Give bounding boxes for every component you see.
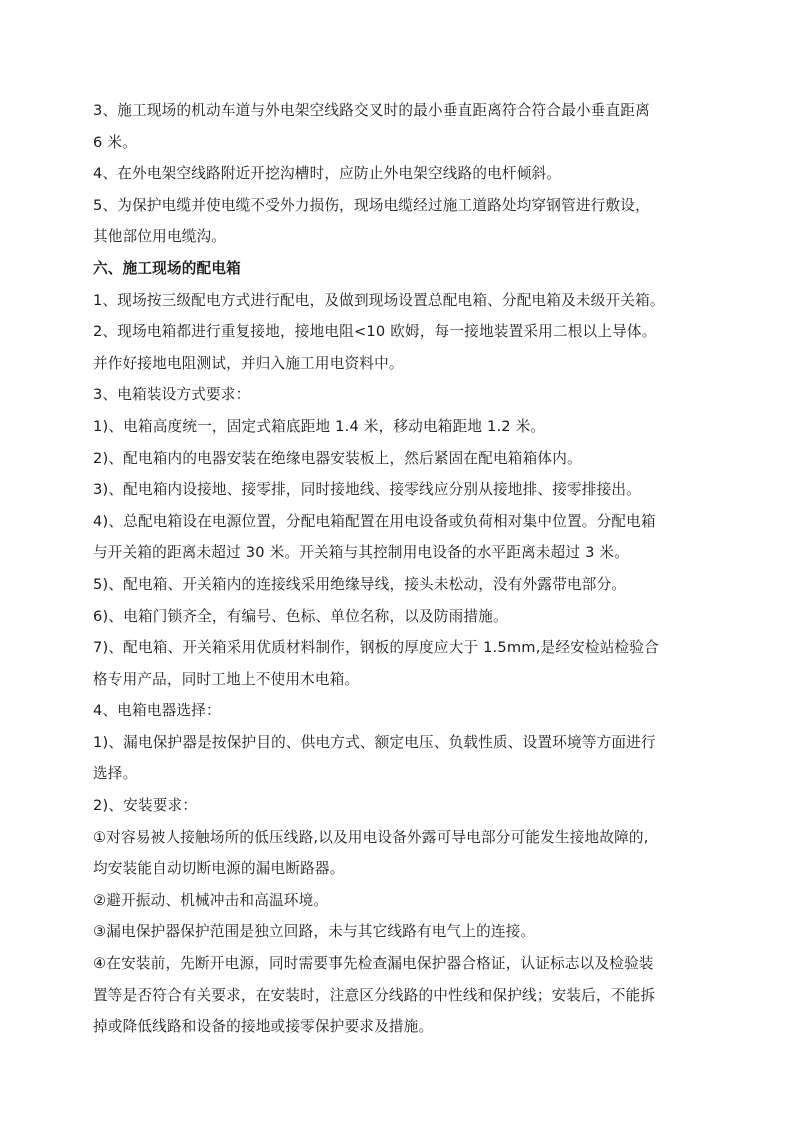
text-line: ①对容易被人接触场所的低压线路,以及用电设备外露可导电部分可能发生接地故障的, — [93, 828, 649, 846]
text-line: 格专用产品，同时工地上不使用木电箱。 — [93, 670, 360, 688]
text-line: 4)、总配电箱设在电源位置，分配电箱配置在用电设备或负荷相对集中位置。分配电箱 — [93, 512, 656, 530]
text-line: 1)、漏电保护器是按保护目的、供电方式、额定电压、负载性质、设置环境等方面进行 — [93, 733, 656, 751]
text-line: 4、在外电架空线路附近开挖沟槽时，应防止外电架空线路的电杆倾斜。 — [93, 165, 562, 183]
text-line: 均安装能自动切断电源的漏电断路器。 — [93, 860, 345, 878]
text-line: 3、电箱装设方式要求： — [93, 386, 251, 404]
text-line: 5)、配电箱、开关箱内的连接线采用绝缘导线，接头未松动，没有外露带电部分。 — [93, 575, 627, 593]
text-line: 5、为保护电缆并使电缆不受外力损伤，现场电缆经过施工道路处均穿钢管进行敷设， — [93, 196, 650, 214]
document-page — [93, 95, 707, 1043]
text-line: 4、电箱电器选择： — [93, 702, 221, 720]
text-line: 并作好接地电阻测试，并归入施工用电资料中。 — [93, 354, 404, 372]
text-line: 掉或降低线路和设备的接地或接零保护要求及措施。 — [93, 1018, 434, 1036]
text-line: ②避开振动、机械冲击和高温环境。 — [93, 891, 329, 909]
text-line: 6 米。 — [93, 133, 137, 151]
text-line: 其他部位用电缆沟。 — [93, 228, 227, 246]
text-line: 2)、配电箱内的电器安装在绝缘电器安装板上，然后紧固在配电箱箱体内。 — [93, 449, 582, 467]
text-line: 6)、电箱门锁齐全，有编号、色标、单位名称，以及防雨措施。 — [93, 607, 508, 625]
text-line: 选择。 — [93, 765, 138, 783]
text-line: 1)、电箱高度统一，固定式箱底距地 1.4 米，移动电箱距地 1.2 米。 — [93, 417, 546, 435]
text-line: ③漏电保护器保护范围是独立回路，未与其它线路有电气上的连接。 — [93, 923, 536, 941]
text-line: 1、现场按三级配电方式进行配电，及做到现场设置总配电箱、分配电箱及未级开关箱。 — [93, 291, 665, 309]
section-heading: 六、施工现场的配电箱 — [93, 259, 241, 277]
text-line: 3、施工现场的机动车道与外电架空线路交叉时的最小垂直距离符合符合最小垂直距离 — [93, 102, 650, 119]
text-line: 与开关箱的距离未超过 30 米。开关箱与其控制用电设备的水平距离未超过 3 米。 — [93, 544, 630, 562]
text-line: 7)、配电箱、开关箱采用优质材料制作，钢板的厚度应大于 1.5mm,是经安检站检验合 — [93, 639, 659, 657]
text-line: 2、现场电箱都进行重复接地，接地电阻<10 欧姆，每一接地装置采用二根以上导体。 — [93, 323, 657, 341]
text-line: 3)、配电箱内设接地、接零排，同时接地线、接零线应分别从接地排、接零排接出。 — [93, 481, 641, 499]
text-line: ④在安装前，先断开电源，同时需要事先检查漏电保护器合格证，认证标志以及检验装 — [93, 955, 654, 973]
text-line: 置等是否符合有关要求，在安装时，注意区分线路的中性线和保护线；安装后，不能拆 — [93, 986, 656, 1004]
text-line: 2)、安装要求： — [93, 797, 198, 815]
